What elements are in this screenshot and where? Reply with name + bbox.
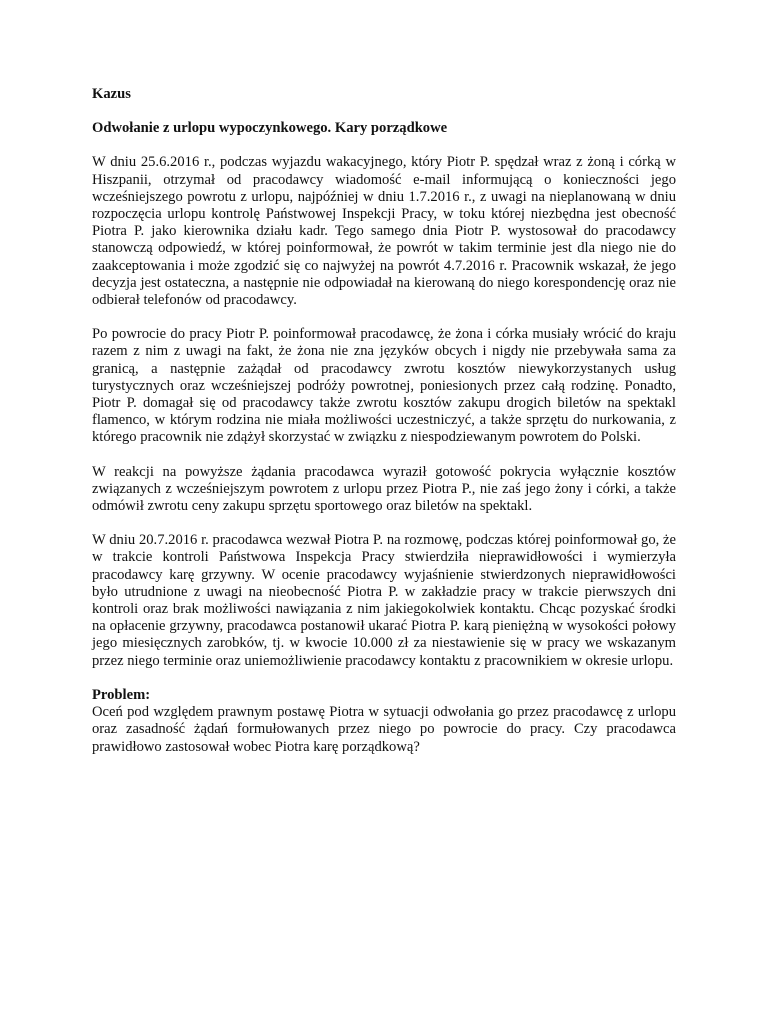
document-title: Odwołanie z urlopu wypoczynkowego. Kary porządkowe [92, 120, 448, 137]
paragraph-3: W reakcji na powyższe żądania pracodawca wyraził gotowość pokrycia wyłącznie kosztów związanych z wcześniejszym powrotem z urlopu przez Piotra P., nie zaś jego żony i córki, a także odmówił zwrotu ceny zakupu sprzętu sportowego oraz biletów na spektakl. [92, 463, 676, 515]
paragraph-1: W dniu 25.6.2016 r., podczas wyjazdu wakacyjnego, który Piotr P. spędzał wraz z żoną i córką w Hiszpanii, otrzymał od pracodawcy wiadomość e-mail informującą o konieczności jego wcześniejszego powrotu z urlopu, najpóźniej w dniu 1.7.2016 r., z uwagi na nieplanowaną w dniu rozpoczęcia urlopu kontrolę Państwowej Inspekcji Pracy, w toku której niezbędna jest obecność Piotra P. jako kierownika działu kadr. Tego samego dnia Piotr P. wystosował do pracodawcy stanowczą odpowiedź, w której poinformował, że powrót w takim terminie jest dla niego nie do zaakceptowania i może zgodzić się co najwyżej na powrót 4.7.2016 r. Pracownik wskazał, że jego decyzja jest ostateczna, a następnie nie odpowiadał na kierowaną do niego korespondencję oraz nie odbierał telefonów od pracodawcy. [92, 154, 676, 309]
paragraph-2: Po powrocie do pracy Piotr P. poinformował pracodawcę, że żona i córka musiały wrócić do kraju razem z nim z uwagi na fakt, że żona nie zna języków obcych i nigdy nie przebywała sama za granicą, a następnie zażądał od pracodawcy zwrotu kosztów niewykorzystanych usług turystycznych oraz wcześniejszej podróży powrotnej, poniesionych przez całą rodzinę. Ponadto, Piotr P. domagał się od pracodawcy także zwrotu kosztów zakupu drogich biletów na spektakl flamenco, w którym rodzina nie miała możliwości uczestniczyć, a także sprzętu do nurkowania, z którego pracownik nie zdążył skorzystać w związku z niespodziewanym powrotem do Polski. [92, 326, 676, 446]
document-page [92, 86, 676, 756]
paragraph-4: W dniu 20.7.2016 r. pracodawca wezwał Piotra P. na rozmowę, podczas której poinformował go, że w trakcie kontroli Państwowa Inspekcja Pracy stwierdziła nieprawidłowości i wymierzyła pracodawcy karę grzywny. W ocenie pracodawcy wyjaśnienie stwierdzonych nieprawidłowości było utrudnione z uwagi na nieobecność Piotra P. w zakładzie pracy w trakcie pierwszych dni kontroli oraz brak możliwości nawiązania z nim jakiegokolwiek kontaktu. Chcąc pozyskać środki na opłacenie grzywny, pracodawca postanowił ukarać Piotra P. karą pieniężną w wysokości połowy jego miesięcznych zarobków, tj. w kwocie 10.000 zł za niestawienie się w pracy we wskazanym przez niego terminie oraz uniemożliwienie pracodawcy kontaktu z pracownikiem w okresie urlopu. [92, 532, 676, 669]
problem-label: Problem: [92, 686, 151, 703]
case-label: Kazus [92, 86, 131, 102]
problem-text: Oceń pod względem prawnym postawę Piotra w sytuacji odwołania go przez pracodawcę z urlopu oraz zasadność żądań formułowanych przez niego po powrocie do pracy. Czy pracodawca prawidłowo zastosował wobec Piotra karę porządkową? [92, 704, 676, 755]
